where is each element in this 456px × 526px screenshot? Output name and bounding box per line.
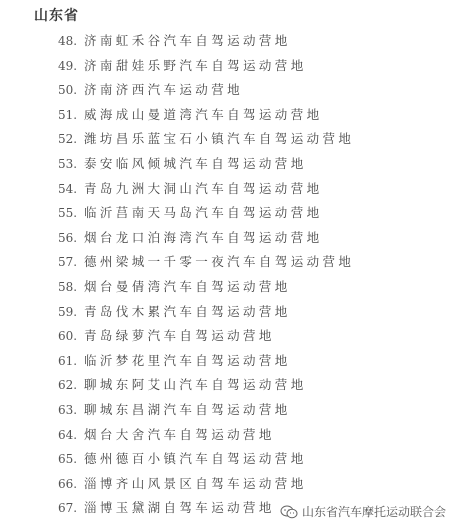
item-name: 济南甜娃乐野汽车自驾运动营地 <box>84 57 307 73</box>
list-item <box>58 103 354 128</box>
list-item <box>58 324 354 349</box>
watermark-text: 山东省汽车摩托运动联合会 <box>301 505 446 519</box>
list-item <box>58 29 354 54</box>
item-name: 德州德百小镇汽车自驾运动营地 <box>84 451 307 467</box>
item-name: 淄博玉黛湖自驾车运动营地 <box>84 500 275 516</box>
list-item <box>58 275 354 300</box>
item-number: 65. <box>58 452 78 467</box>
list-item <box>58 250 354 275</box>
item-number: 52. <box>58 132 78 147</box>
item-number: 50. <box>58 83 78 98</box>
item-number: 62. <box>58 378 78 393</box>
list-item <box>58 423 354 448</box>
list-item <box>58 300 354 325</box>
item-name: 临沂梦花里汽车自驾运动营地 <box>84 352 291 368</box>
item-name: 潍坊昌乐蓝宝石小镇汽车自驾运动营地 <box>84 131 355 147</box>
item-name: 青岛九洲大洞山汽车自驾运动营地 <box>84 180 323 196</box>
item-name: 济南济西汽车运动营地 <box>84 82 244 98</box>
list-item <box>58 177 354 202</box>
item-name: 泰安临风倾城汽车自驾运动营地 <box>84 155 307 171</box>
watermark <box>280 503 446 520</box>
item-number: 64. <box>58 427 78 442</box>
item-number: 58. <box>58 279 78 294</box>
list-item <box>58 54 354 79</box>
item-name: 济南虹禾谷汽车自驾运动营地 <box>84 33 291 48</box>
item-name: 德州梁城一千零一夜汽车自驾运动营地 <box>84 254 355 270</box>
list-item <box>58 201 354 226</box>
list-item <box>58 447 354 472</box>
item-number: 60. <box>58 329 78 344</box>
list-item <box>58 373 354 398</box>
list-item <box>58 472 354 497</box>
item-number: 49. <box>58 58 78 73</box>
item-number: 54. <box>58 181 78 196</box>
item-name: 烟台大舍汽车自驾运动营地 <box>84 426 275 442</box>
item-number: 57. <box>58 255 78 270</box>
item-name: 临沂莒南天马岛汽车自驾运动营地 <box>84 205 323 221</box>
list-item <box>58 349 354 374</box>
item-number: 48. <box>58 34 78 48</box>
item-number: 53. <box>58 156 78 171</box>
camp-list <box>58 29 354 521</box>
item-name: 淄博齐山风景区自驾车运动营地 <box>84 475 307 491</box>
item-number: 55. <box>58 206 78 221</box>
item-name: 青岛绿萝汽车自驾运动营地 <box>84 328 275 344</box>
item-number: 61. <box>58 353 78 368</box>
list-item <box>58 78 354 103</box>
wechat-icon <box>280 505 298 519</box>
item-name: 烟台曼倩湾汽车自驾运动营地 <box>84 278 291 294</box>
item-name: 威海成山曼道湾汽车自驾运动营地 <box>84 106 323 122</box>
item-number: 63. <box>58 402 78 417</box>
item-name: 烟台龙口泊海湾汽车自驾运动营地 <box>84 229 323 245</box>
list-item <box>58 152 354 177</box>
section-title: 山东省 <box>34 8 79 24</box>
list-item <box>58 127 354 152</box>
list-item <box>58 398 354 423</box>
item-name: 青岛伐木累汽车自驾运动营地 <box>84 303 291 319</box>
item-name: 聊城东昌湖汽车自驾运动营地 <box>84 401 291 417</box>
item-number: 66. <box>58 476 78 491</box>
item-number: 59. <box>58 304 78 319</box>
item-number: 51. <box>58 107 78 122</box>
item-number: 67. <box>58 501 78 516</box>
item-number: 56. <box>58 230 78 245</box>
list-item <box>58 226 354 251</box>
item-name: 聊城东阿艾山汽车自驾运动营地 <box>84 377 307 393</box>
